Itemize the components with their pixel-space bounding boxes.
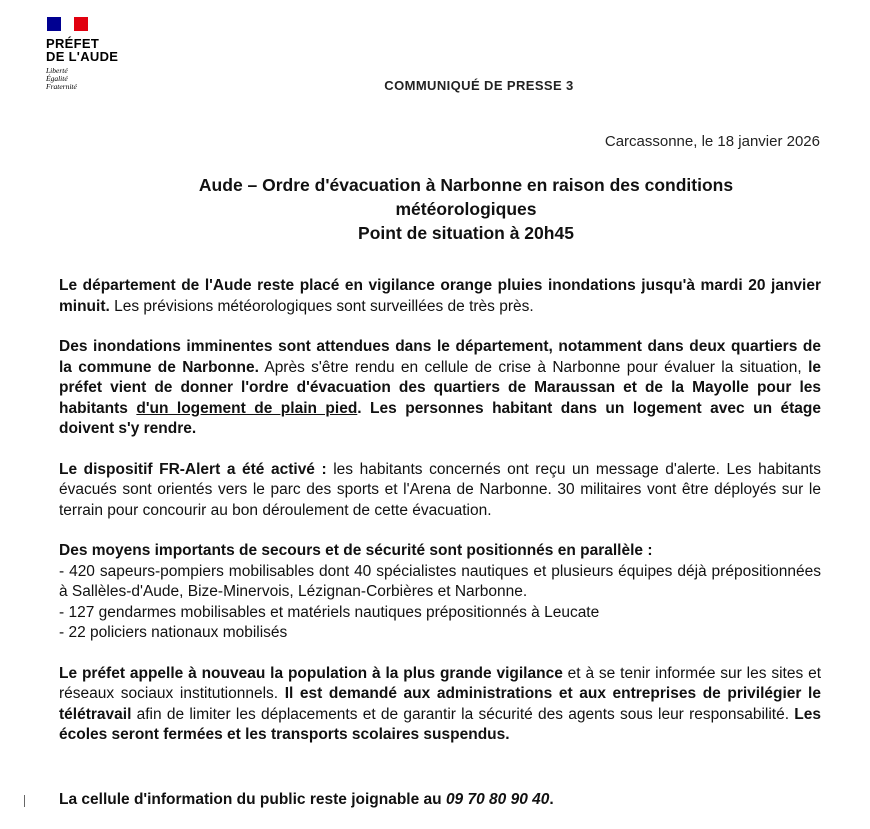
appeal-bold-2: Il est demandé aux administrations et aux entreprises de privilégier le télétravail [59, 685, 821, 723]
fr-alert-text: les habitants concernés ont reçu un message d'alerte. Les habitants évacués sont orientés vers le parc des sports et l'Arena de Narbonne. 30 militaires vont être déployés sur le terrain pour concourir au bon déroulement de cette évacuation. [59, 460, 821, 519]
paragraph-appeal [59, 664, 821, 746]
paragraph-vigilance [59, 276, 821, 317]
press-release-body [59, 276, 821, 766]
evacuation-text-1: Après s'être rendu en cellule de crise à Narbonne pour évaluer la situation, [258, 358, 809, 376]
info-cell-phone: 09 70 80 90 40 [445, 791, 550, 808]
margin-mark [24, 795, 25, 807]
flag-white-band [61, 17, 75, 31]
vigilance-bold: Le département de l'Aude reste placé en vigilance orange pluies inondations jusqu'à mardi 20 janvier minuit. [59, 277, 821, 315]
dateline: Carcassonne, le 18 janvier 2026 [604, 133, 820, 150]
headline-line2: météorologiques [395, 199, 537, 219]
fr-alert-bold: Le dispositif FR-Alert a été activé : [59, 460, 327, 478]
info-cell-text: La cellule d'information du public reste joignable au [59, 791, 446, 808]
evacuation-underlined: d'un logement de plain pied [136, 399, 358, 417]
appeal-text-2: afin de limiter les déplacements et de garantir la sécurité des agents sous leur responsabilité. [131, 705, 795, 723]
info-cell-end: . [549, 791, 554, 808]
flag-red-band [74, 17, 88, 31]
motto-fraternite: Fraternité [46, 82, 77, 91]
paragraph-fr-alert [59, 460, 821, 522]
vigilance-text: Les prévisions météorologiques sont surveillées de très près. [109, 297, 534, 315]
headline-line3: Point de situation à 20h45 [358, 223, 574, 243]
french-flag-icon [47, 17, 88, 31]
motto-egalite: Égalité [46, 74, 68, 83]
info-cell-line [59, 790, 554, 810]
evacuation-bold-2: le préfet vient de donner l'ordre d'évacuation des quartiers de Maraussan et de la Mayolle pour les habitants [59, 358, 821, 417]
resources-heading: Des moyens importants de secours et de sécurité sont positionnés en parallèle : [59, 542, 653, 559]
headline [0, 173, 870, 245]
evacuation-bold-1: Des inondations imminentes sont attendues dans le département, notamment dans deux quartiers de la commune de Narbonne. [59, 338, 821, 376]
paragraph-evacuation [59, 337, 821, 440]
evacuation-bold-3: . Les personnes habitant dans un logement avec un étage doivent s'y rendre. [59, 399, 821, 437]
appeal-text-1: et à se tenir informée sur les sites et réseaux sociaux institutionnels. [59, 664, 821, 702]
flag-blue-band [47, 17, 61, 31]
appeal-bold-3: Les écoles seront fermées et les transports scolaires suspendus. [59, 705, 821, 743]
communique-title: COMMUNIQUÉ DE PRESSE 3 [384, 78, 574, 93]
resources-item-1: - 420 sapeurs-pompiers mobilisables dont 40 spécialistes nautiques et plusieurs équipes déjà prépositionnées à Sallèles-d'Aude, Bize-Minervois, Lézignan-Corbières et Narbonne. [59, 562, 821, 600]
prefecture-name [46, 37, 166, 63]
appeal-bold-1: Le préfet appelle à nouveau la population à la plus grande vigilance [59, 664, 563, 682]
paragraph-resources [59, 541, 821, 644]
prefecture-name-line2: DE L'AUDE [46, 49, 119, 64]
resources-item-3: - 22 policiers nationaux mobilisés [59, 624, 288, 641]
motto-liberte: Liberté [46, 66, 68, 75]
headline-line1: Aude – Ordre d'évacuation à Narbonne en raison des conditions [198, 175, 734, 195]
prefecture-name-line1: PRÉFET [46, 36, 100, 51]
resources-item-2: - 127 gendarmes mobilisables et matériels nautiques prépositionnés à Leucate [59, 603, 600, 621]
